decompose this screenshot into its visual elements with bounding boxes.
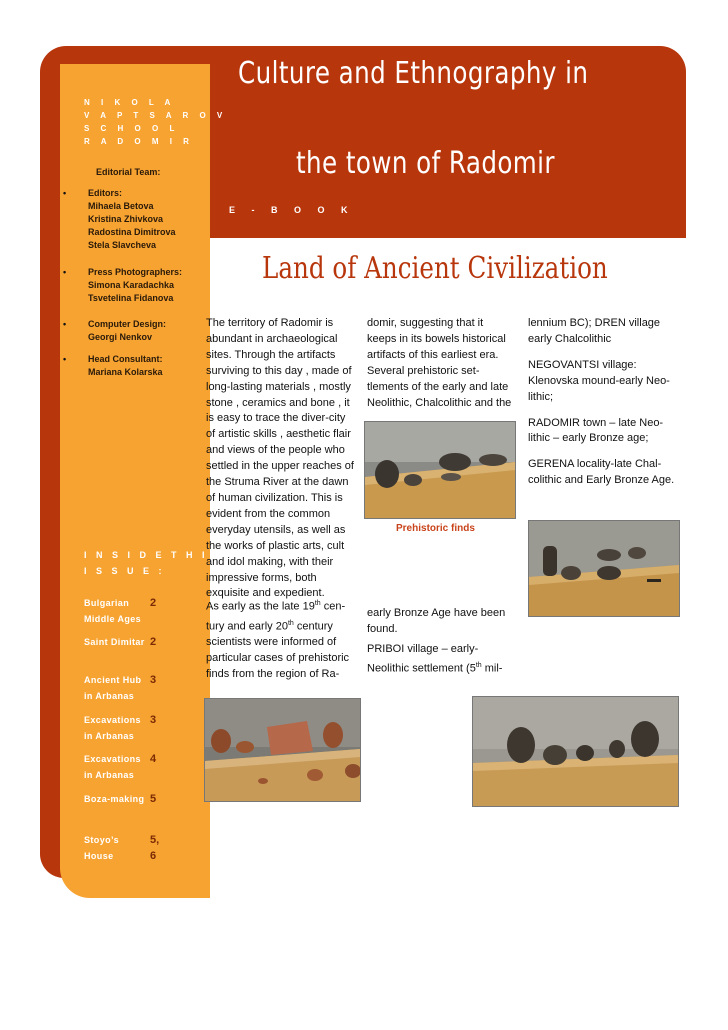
toc-label: in Arbanas [84, 691, 135, 701]
school-line: S C H O O L [84, 124, 179, 133]
photo-caption: Prehistoric finds [396, 523, 475, 534]
toc-page-number: 3 [150, 674, 157, 686]
toc-label: Saint Dimitar [84, 637, 145, 647]
toc-label: Middle Ages [84, 614, 142, 624]
article-heading: Land of Ancient Civilization [262, 251, 608, 286]
ebook-label: E - B O O K [229, 205, 355, 215]
pottery-photo [364, 421, 516, 519]
school-line: R A D O M I R [84, 137, 194, 146]
toc-page-number: 6 [150, 850, 157, 862]
toc-page-number: 5, [150, 834, 160, 846]
toc-page-number: 2 [150, 597, 157, 609]
credit-name: Radostina Dimitrova [88, 227, 176, 237]
paragraph: domir, suggesting that it keeps in its bowels historical artifacts of this earliest era. Several prehistoric set-tlements of the early and late Neolithic, Chalcolithic and the [367, 317, 512, 409]
toc-page-number: 2 [150, 636, 157, 648]
paragraph: NEGOVANTSI village: Klenovska mound-early Neo-lithic; [528, 358, 670, 403]
toc-label: Boza-making [84, 794, 145, 804]
toc-page-number: 4 [150, 753, 157, 765]
paragraph: As early as the late 19th cen-tury and early 20th century scientists were informed of particular cases of prehistoric finds from the region of Ra- [206, 600, 350, 680]
credit-name: Stela Slavcheva [88, 240, 157, 250]
bullet-icon: • [63, 319, 67, 329]
school-name [84, 96, 227, 148]
paragraph: early Bronze Age have been found. [367, 607, 506, 635]
article-column-2 [367, 316, 513, 411]
bullet-icon: • [63, 188, 67, 198]
toc-label: Excavations [84, 715, 141, 725]
paragraph: lennium BC); DREN village early Chalcolithic [528, 317, 661, 345]
toc-label: in Arbanas [84, 770, 135, 780]
page-title-line1: Culture and Ethnography in [238, 56, 589, 91]
bullet-icon: • [63, 354, 67, 364]
page-title-line2: the town of Radomir [296, 146, 555, 181]
paragraph: The territory of Radomir is abundant in archaeological sites. Through the artifacts surviving to this day , made of long-lasting materials , mostly stone , ceramics and bone , it is easy to trace the diver-city of artistic skills , aesthetic flair and views of the people who settled in the upper reaches of the Struma River at the dawn of human civilization. This is evident from the common everyday utensils, as well as the works of plastic arts, cult and idol making, with their impressive forms, both exquisite and expedient. [206, 317, 354, 600]
credit-name: Mihaela Betova [88, 201, 154, 211]
bullet-icon: • [63, 267, 67, 277]
article-column-1-continued [206, 596, 356, 683]
school-line: N I K O L A [84, 98, 175, 107]
toc-page-number: 5 [150, 793, 157, 805]
credit-name: Simona Karadachka [88, 280, 175, 290]
toc-label: in Arbanas [84, 731, 135, 741]
article-column-1 [206, 316, 356, 602]
inside-issue-title [84, 547, 224, 579]
toc-label: Stoyo’s [84, 835, 119, 845]
toc-page-number: 3 [150, 714, 157, 726]
paragraph: PRIBOI village – early-Neolithic settlement (5th mil- [367, 642, 503, 675]
credit-name: Kristina Zhivkova [88, 214, 164, 224]
credit-heading: Editors: [88, 188, 123, 198]
inside-title-line: I N S I D E T H I S [84, 550, 224, 560]
pottery-photo [472, 696, 679, 807]
credit-heading: Press Photographers: [88, 267, 183, 277]
editorial-team-title: Editorial Team: [96, 167, 161, 177]
toc-label: Ancient Hub [84, 675, 142, 685]
pottery-photo [528, 520, 680, 617]
toc-label: House [84, 851, 114, 861]
credit-heading: Computer Design: [88, 319, 167, 329]
credit-heading: Head Consultant: [88, 354, 163, 364]
pottery-photo [204, 698, 361, 802]
credit-name: Tsvetelina Fidanova [88, 293, 174, 303]
school-line: V A P T S A R O V [84, 111, 227, 120]
credit-name: Mariana Kolarska [88, 367, 163, 377]
paragraph: RADOMIR town – late Neo-lithic – early Bronze age; [528, 416, 664, 445]
toc-label: Excavations [84, 754, 141, 764]
article-column-3 [528, 316, 678, 489]
toc-label: Bulgarian [84, 598, 130, 608]
paragraph: GERENA locality-late Chal-colithic and Early Bronze Age. [528, 458, 675, 487]
article-column-2-continued [367, 606, 513, 677]
inside-title-line: I S S U E : [84, 566, 166, 576]
credit-name: Georgi Nenkov [88, 332, 153, 342]
